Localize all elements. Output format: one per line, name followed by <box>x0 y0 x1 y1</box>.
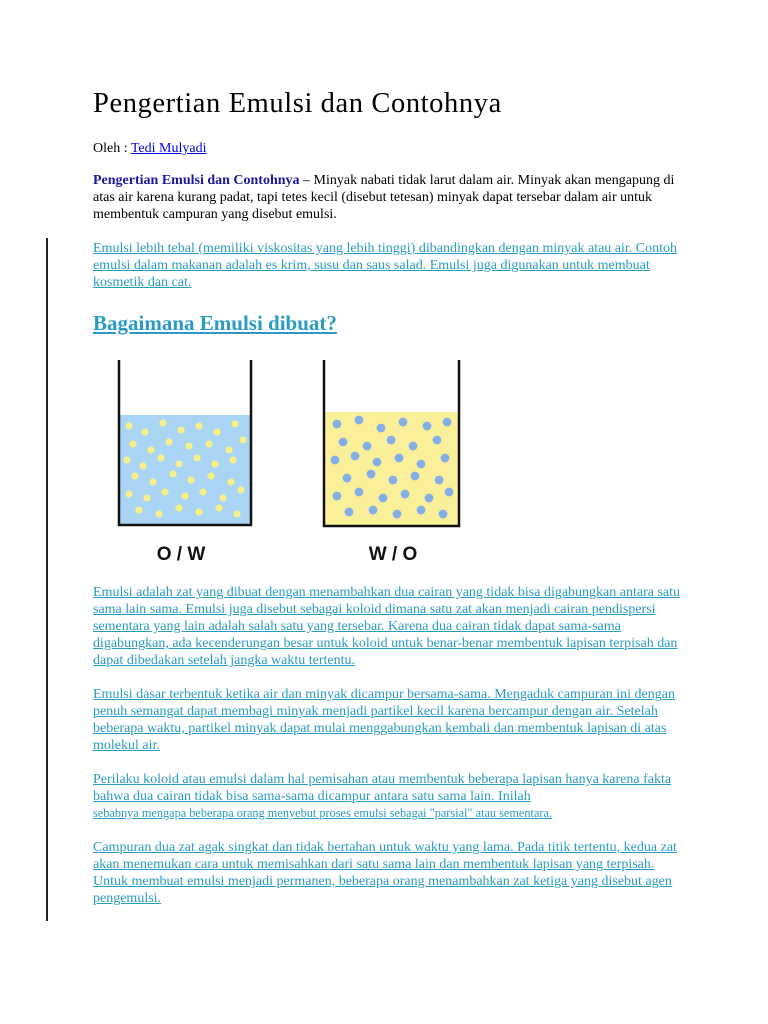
oil-droplet <box>139 462 146 469</box>
paragraph-basic-emulsion[interactable]: Emulsi dasar terbentuk ketika air dan minyak dicampur bersama-sama. Mengaduk campuran ini dengan penuh semangat dapat membagi minyak menjadi partikel kecil karena bercampur dengan air. Setelah beberapa waktu, partikel minyak dapat mulai menggabungkan kembali dan membentuk lapisan di atas molekul air. <box>93 687 675 753</box>
emulsi-thickness-paragraph[interactable]: Emulsi lebih tebal (memiliki viskositas yang lebih tinggi) dibandingkan dengan minyak atau air. Contoh emulsi dalam makanan adalah es krim, susu dan saus salad. Emulsi juga digunakan untuk membuat kosmetik dan cat. <box>93 241 678 290</box>
beaker-wo-label: W / O <box>368 544 418 565</box>
oil-droplet <box>237 486 244 493</box>
water-droplet <box>443 418 452 427</box>
oil-droplet <box>141 428 148 435</box>
water-droplet <box>423 422 432 431</box>
paragraph-emulsifier[interactable]: Campuran dua zat agak singkat dan tidak bertahan untuk waktu yang lama. Pada titik tertentu, kedua zat akan menemukan cara untuk memisahkan dari satu sama lain dan membentuk lapisan yang terpisah. Untuk membuat emulsi menjadi permanen, beberapa orang menambahkan zat ketiga yang disebut agen pengemulsi. <box>93 840 677 906</box>
oil-droplet <box>169 470 176 477</box>
water-droplet <box>377 424 386 433</box>
water-droplet <box>433 436 442 445</box>
paragraph-behavior-text: Perilaku koloid atau emulsi dalam hal pemisahan atau membentuk beberapa lapisan hanya karena fakta bahwa dua cairan tidak bisa sama-sama dicampur antara satu sama lain. Inilah <box>93 772 672 804</box>
beaker-ow <box>119 360 251 565</box>
water-droplet <box>417 460 426 469</box>
page-title: Pengertian Emulsi dan Contohnya <box>93 88 502 119</box>
author-line <box>93 140 681 158</box>
oil-droplet <box>193 454 200 461</box>
water-droplet <box>379 494 388 503</box>
water-droplet <box>393 510 402 519</box>
oil-droplet <box>159 419 166 426</box>
water-droplet <box>409 442 418 451</box>
oil-droplet <box>175 504 182 511</box>
oil-droplet <box>135 506 142 513</box>
oil-droplet <box>227 478 234 485</box>
water-droplet <box>343 474 352 483</box>
oil-droplet <box>233 510 240 517</box>
oil-droplet <box>225 446 232 453</box>
water-droplet <box>439 510 448 519</box>
oil-droplet <box>143 494 150 501</box>
water-droplet <box>441 454 450 463</box>
oil-droplet <box>125 490 132 497</box>
water-droplet <box>389 476 398 485</box>
intro-text: – Minyak nabati tidak larut dalam air. Minyak akan mengapung di atas air karena kurang padat, tapi tetes kecil (disebut tetesan) minyak dapat tersebar dalam air untuk membentuk campuran yang disebut emulsi. <box>93 173 675 222</box>
water-droplet <box>339 438 348 447</box>
oil-droplet <box>131 472 138 479</box>
water-droplet <box>351 452 360 461</box>
water-droplet <box>401 490 410 499</box>
water-droplet <box>417 506 426 515</box>
oil-droplet <box>123 456 130 463</box>
oil-droplet <box>205 440 212 447</box>
margin-rule <box>46 238 48 921</box>
beaker-ow-label: O / W <box>156 544 206 565</box>
beaker-wo-liquid <box>324 412 459 526</box>
oil-droplet <box>185 442 192 449</box>
oil-droplet <box>231 420 238 427</box>
oil-droplet <box>157 454 164 461</box>
oil-droplet <box>213 428 220 435</box>
paragraph-definition[interactable]: Emulsi adalah zat yang dibuat dengan menambahkan dua cairan yang tidak bisa digabungkan antara satu sama lain sama. Emulsi juga disebut sebagai koloid dimana satu zat akan menjadi cairan pendispersi sementara yang lain adalah salah satu yang tersebar. Karena dua cairan tidak dapat sama-sama digabungkan, ada kecenderungan besar untuk koloid untuk benar-benar membentuk lapisan terpisah dan dapat dibedakan setelah jangka waktu tertentu. <box>93 585 681 668</box>
oil-droplet <box>195 422 202 429</box>
intro-paragraph <box>93 172 681 223</box>
oil-droplet <box>129 440 136 447</box>
oil-droplet <box>199 488 206 495</box>
oil-droplet <box>211 460 218 467</box>
oil-droplet <box>155 510 162 517</box>
oil-droplet <box>219 494 226 501</box>
article <box>93 84 681 907</box>
oil-droplet <box>215 504 222 511</box>
oil-droplet <box>239 436 246 443</box>
oil-droplet <box>161 488 168 495</box>
water-droplet <box>345 508 354 517</box>
water-droplet <box>435 476 444 485</box>
author-link[interactable]: Tedi Mulyadi <box>130 141 207 156</box>
water-droplet <box>355 416 364 425</box>
oil-droplet <box>165 438 172 445</box>
section-heading[interactable]: Bagaimana Emulsi dibuat? <box>93 311 337 335</box>
paragraph-behavior[interactable] <box>93 771 681 822</box>
oil-droplet <box>187 476 194 483</box>
water-droplet <box>355 488 364 497</box>
author-prefix: Oleh : <box>93 141 131 156</box>
water-droplet <box>387 436 396 445</box>
beaker-wo <box>324 360 459 565</box>
oil-droplet <box>125 422 132 429</box>
oil-droplet <box>181 492 188 499</box>
oil-droplet <box>195 508 202 515</box>
oil-droplet <box>147 446 154 453</box>
water-droplet <box>445 488 454 497</box>
oil-droplet <box>207 472 214 479</box>
water-droplet <box>363 442 372 451</box>
water-droplet <box>333 492 342 501</box>
emulsion-diagram <box>93 360 681 570</box>
oil-droplet <box>149 478 156 485</box>
water-droplet <box>425 494 434 503</box>
emulsion-figure <box>93 360 681 570</box>
water-droplet <box>331 456 340 465</box>
oil-droplet <box>229 456 236 463</box>
paragraph-behavior-small: sebabnya mengapa beberapa orang menyebut proses emulsi sebagai "parsial" atau sementara. <box>93 806 553 820</box>
oil-droplet <box>177 426 184 433</box>
water-droplet <box>333 420 342 429</box>
water-droplet <box>411 472 420 481</box>
oil-droplet <box>175 460 182 467</box>
water-droplet <box>373 458 382 467</box>
water-droplet <box>395 454 404 463</box>
water-droplet <box>367 470 376 479</box>
water-droplet <box>369 506 378 515</box>
intro-lead: Pengertian Emulsi dan Contohnya <box>93 173 300 188</box>
water-droplet <box>399 418 408 427</box>
